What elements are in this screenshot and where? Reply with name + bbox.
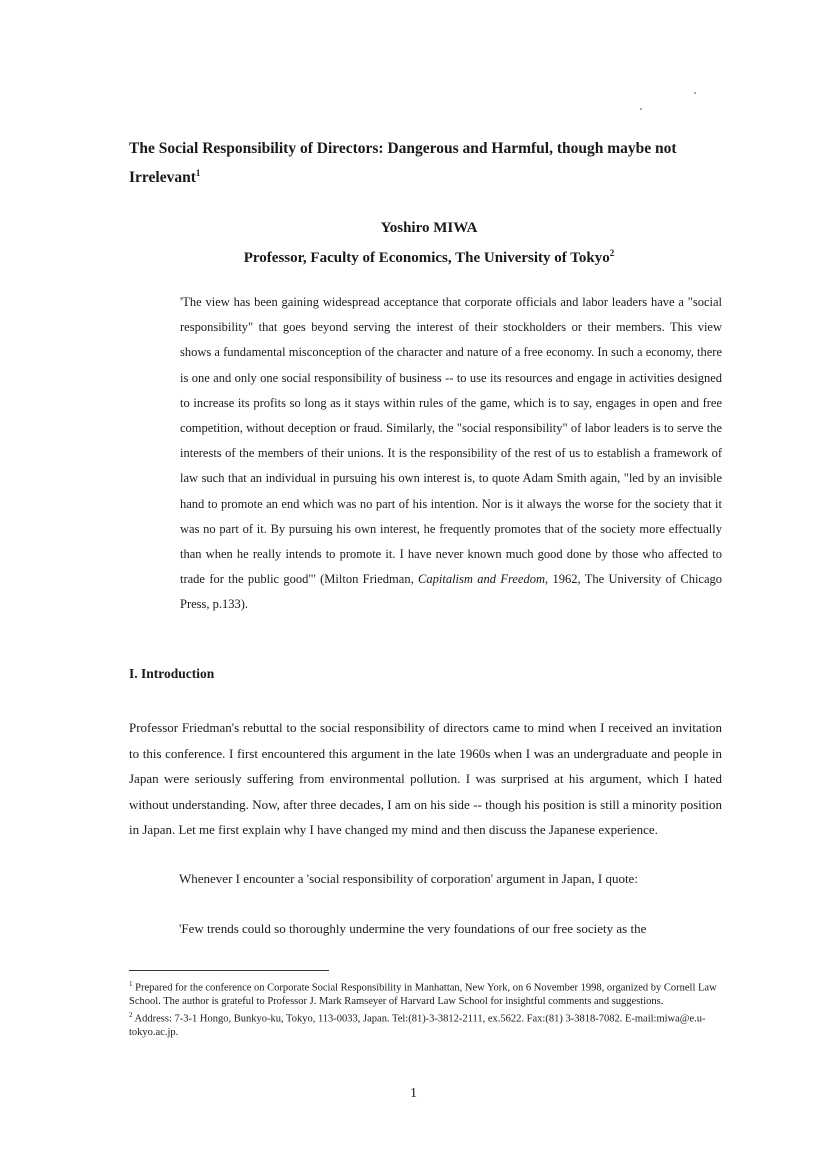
epigraph-quote (180, 290, 722, 618)
epigraph-book-title: Capitalism and Freedom (418, 572, 546, 587)
author-affiliation-line (129, 241, 729, 271)
footnote-1-text: Prepared for the conference on Corporate Social Responsibility in Manhattan, New York, on 6 November 1998, organized by Cornell Law School. The author is grateful to Professor J. Mark Ramseyer of Harvard Law School for insightful comments and suggestions. (129, 982, 717, 1007)
scan-speck (640, 108, 642, 110)
epigraph-text: 'The view has been gaining widespread acceptance that corporate officials and labor leaders have a "social responsibility" that goes beyond serving the interest of their stockholders or their members. This view shows a fundamental misconception of the character and nature of a free economy. In such a economy, there is one and only one social responsibility of business -- to use its resources and engage in activities designed to increase its profits so long as it stays within rules of the game, which is to say, engages in open and free competition, without deception or fraud. Similarly, the "social responsibility" of labor leaders is to serve the interests of the members of their unions. It is the responsibility of the rest of us to establish a framework of law such that an individual in pursuing his own interest is, to quote Adam Smith again, "led by an invisible hand to promote an end which was no part of his intention. Nor is it always the worse for the society that it was no part of it. By pursuing his own interest, he frequently promotes that of the society more effectually than when he really intends to promote it. I have never known much good done by those who affected to trade for the public good"' (Milton Friedman, (180, 295, 722, 587)
author-name: Yoshiro MIWA (380, 220, 478, 236)
footnote-1 (129, 978, 722, 1009)
introduction-paragraph-2: Whenever I encounter a 'social responsibility of corporation' argument in Japan, I quote: (179, 871, 638, 886)
footnotes (129, 978, 722, 1039)
quote-opening-line: 'Few trends could so thoroughly undermine the very foundations of our free society as the (179, 921, 647, 936)
footnote-2-text: Address: 7-3-1 Hongo, Bunkyo-ku, Tokyo, 113-0033, Japan. Tel:(81)-3-3812-2111, ex.5622. Fax:(81) 3-3818-7082. E-mail:miwa@e.u-tokyo.ac.jp. (129, 1013, 706, 1038)
title-footnote-ref: 1 (195, 168, 201, 178)
footnote-2-ref: 2 (129, 1010, 133, 1019)
footnote-2 (129, 1009, 722, 1040)
page-number: 1 (410, 1086, 417, 1101)
paper-title-text: The Social Responsibility of Directors: Dangerous and Harmful, though maybe not Irrelevant (129, 140, 677, 187)
section-heading: I. Introduction (129, 666, 215, 681)
author-affiliation: Professor, Faculty of Economics, The University of Tokyo (243, 250, 610, 266)
affiliation-footnote-ref: 2 (609, 248, 615, 258)
introduction-paragraph: Professor Friedman's rebuttal to the social responsibility of directors came to mind when I received an invitation to this conference. I first encountered this argument in the late 1960s when I was an undergraduate and people in Japan were seriously suffering from environmental pollution. I was surprised at his argument, which I hated without understanding. Now, after three decades, I am on his side -- though his position is still a minority position in Japan. Let me first explain why I have changed my mind and then discuss the Japanese experience. (129, 720, 722, 838)
paper-title (129, 136, 729, 190)
epigraph-citation: , 1962, The University of Chicago Press, p.133). (180, 572, 723, 612)
footnote-divider (129, 970, 329, 971)
footnote-1-ref: 1 (129, 980, 133, 988)
author-block (129, 216, 729, 271)
scan-speck (694, 92, 696, 94)
